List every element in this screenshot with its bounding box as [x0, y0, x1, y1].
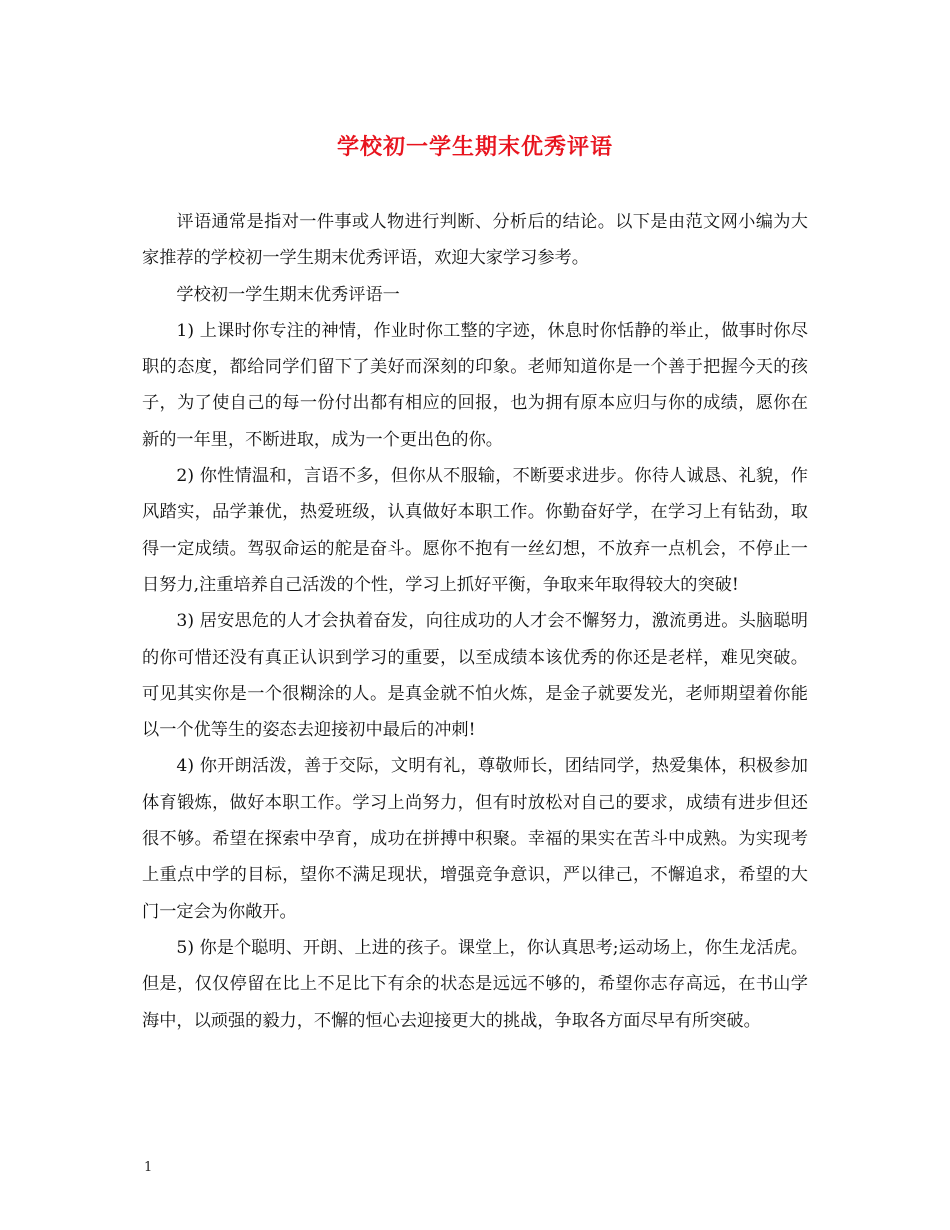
comment-paragraph-2: 2) 你性情温和，言语不多，但你从不服输，不断要求进步。你待人诚恳、礼貌，作风踏实，品学兼优，热爱班级，认真做好本职工作。你勤奋好学，在学习上有钻劲，取得一定成绩。驾驭命运的舵是奋斗。愿你不抱有一丝幻想，不放弃一点机会，不停止一日努力,注重培养自己活泼的个性，学习上抓好平衡，争取来年取得较大的突破! — [142, 466, 808, 595]
intro-paragraph: 评语通常是指对一件事或人物进行判断、分析后的结论。以下是由范文网小编为大家推荐的学校初一学生期末优秀评语，欢迎大家学习参考。 — [142, 212, 808, 269]
comment-paragraph-4: 4) 你开朗活泼，善于交际，文明有礼，尊敬师长，团结同学，热爱集体，积极参加体育锻炼，做好本职工作。学习上尚努力，但有时放松对自己的要求，成绩有进步但还很不够。希望在探索中孕育，成功在拼搏中积聚。幸福的果实在苦斗中成熟。为实现考上重点中学的目标，望你不满足现状，增强竞争意识，严以律己，不懈追求，希望的大门一定会为你敞开。 — [142, 756, 808, 922]
document-body — [142, 204, 808, 1039]
section-heading: 学校初一学生期末优秀评语一 — [176, 284, 400, 305]
comment-paragraph-3: 3) 居安思危的人才会执着奋发，向往成功的人才会不懈努力，激流勇进。头脑聪明的你可惜还没有真正认识到学习的重要，以至成绩本该优秀的你还是老样，难见突破。可见其实你是一个很糊涂的人。是真金就不怕火炼，是金子就要发光，老师期望着你能以一个优等生的姿态去迎接初中最后的冲刺! — [142, 611, 808, 741]
page-number: 1 — [144, 1160, 153, 1175]
document-title: 学校初一学生期末优秀评语 — [336, 134, 613, 160]
comment-paragraph-5: 5) 你是个聪明、开朗、上进的孩子。课堂上，你认真思考;运动场上，你生龙活虎。但是，仅仅停留在比上不足比下有余的状态是远远不够的，希望你志存高远，在书山学海中，以顽强的毅力，不懈的恒心去迎接更大的挑战，争取各方面尽早有所突破。 — [142, 937, 808, 1031]
comment-paragraph-1: 1) 上课时你专注的神情，作业时你工整的字迹，休息时你恬静的举止，做事时你尽职的态度，都给同学们留下了美好而深刻的印象。老师知道你是一个善于把握今天的孩子，为了使自己的每一份付出都有相应的回报，也为拥有原本应归与你的成绩，愿你在新的一年里，不断进取，成为一个更出色的你。 — [142, 320, 808, 450]
